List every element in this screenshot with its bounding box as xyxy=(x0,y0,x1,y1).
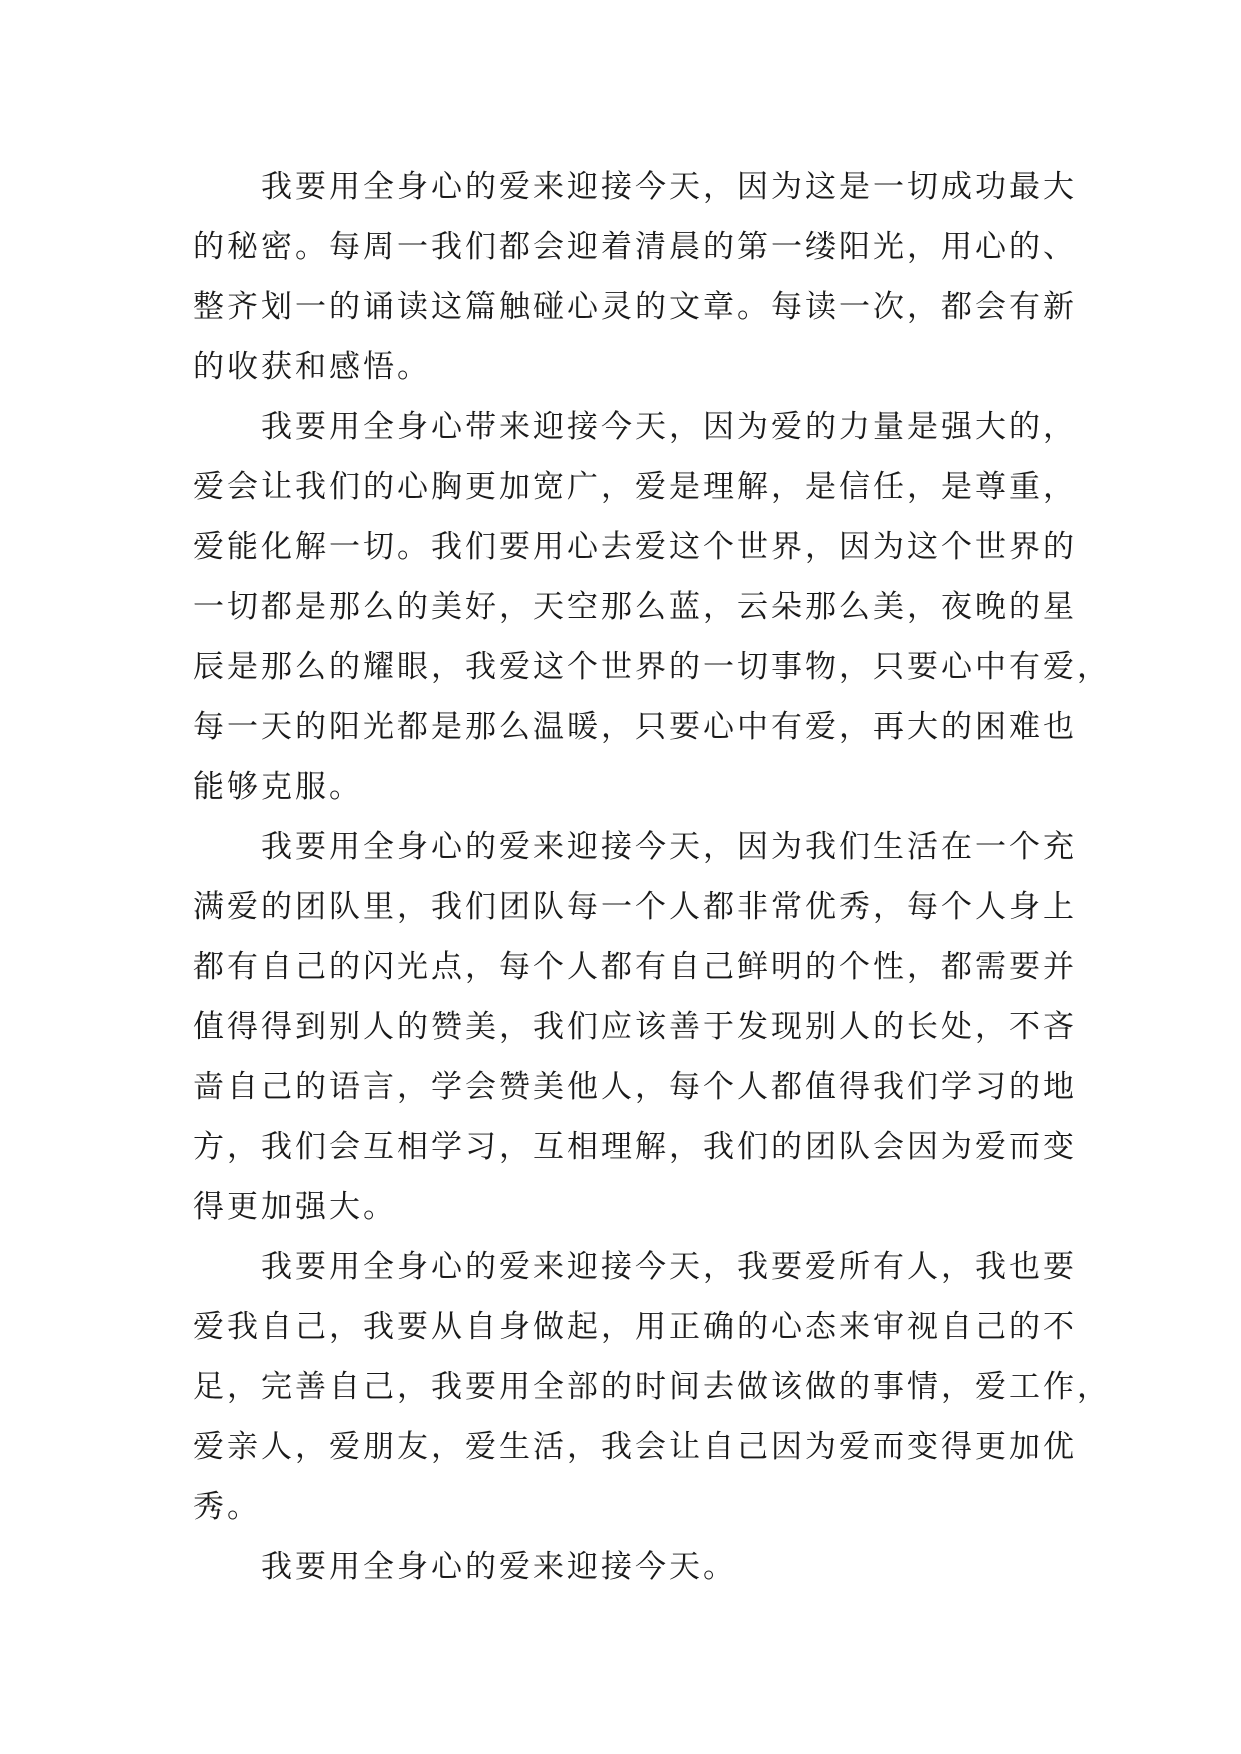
text-line: 方，我们会互相学习，互相理解，我们的团队会因为爱而变 xyxy=(193,1129,1077,1165)
paragraph-2 xyxy=(193,397,1111,817)
paragraph-5 xyxy=(193,1537,1045,1597)
text-line: 都有自己的闪光点，每个人都有自己鲜明的个性，都需要并 xyxy=(193,949,1077,985)
text-line: 足，完善自己，我要用全部的时间去做该做的事情，爱工作， xyxy=(193,1369,1111,1405)
text-line: 秀。 xyxy=(193,1489,261,1525)
paragraph-1 xyxy=(193,157,1077,397)
text-line: 满爱的团队里，我们团队每一个人都非常优秀，每个人身上 xyxy=(193,889,1077,925)
paragraph-3 xyxy=(193,817,1077,1237)
text-line: 我要用全身心的爱来迎接今天，我要爱所有人，我也要 xyxy=(261,1249,1077,1285)
paragraph-4 xyxy=(193,1237,1111,1537)
text-line: 爱能化解一切。我们要用心去爱这个世界，因为这个世界的 xyxy=(193,529,1077,565)
text-line: 得更加强大。 xyxy=(193,1189,397,1225)
document-body xyxy=(193,157,1111,1597)
text-line: 我要用全身心的爱来迎接今天。 xyxy=(261,1549,737,1585)
text-line: 辰是那么的耀眼，我爱这个世界的一切事物，只要心中有爱， xyxy=(193,649,1111,685)
text-line: 我要用全身心带来迎接今天，因为爱的力量是强大的， xyxy=(261,409,1077,445)
text-line: 的收获和感悟。 xyxy=(193,349,431,385)
text-line: 每一天的阳光都是那么温暖，只要心中有爱，再大的困难也 xyxy=(193,709,1077,745)
text-line: 整齐划一的诵读这篇触碰心灵的文章。每读一次，都会有新 xyxy=(193,289,1077,325)
text-line: 爱亲人，爱朋友，爱生活，我会让自己因为爱而变得更加优 xyxy=(193,1429,1077,1465)
text-line: 啬自己的语言，学会赞美他人，每个人都值得我们学习的地 xyxy=(193,1069,1077,1105)
text-line: 能够克服。 xyxy=(193,769,363,805)
text-line: 的秘密。每周一我们都会迎着清晨的第一缕阳光，用心的、 xyxy=(193,229,1077,265)
text-line: 爱会让我们的心胸更加宽广，爱是理解，是信任，是尊重， xyxy=(193,469,1077,505)
text-line: 我要用全身心的爱来迎接今天，因为我们生活在一个充 xyxy=(261,829,1077,865)
text-line: 我要用全身心的爱来迎接今天，因为这是一切成功最大 xyxy=(261,169,1077,205)
text-line: 值得得到别人的赞美，我们应该善于发现别人的长处，不吝 xyxy=(193,1009,1077,1045)
text-line: 爱我自己，我要从自身做起，用正确的心态来审视自己的不 xyxy=(193,1309,1077,1345)
text-line: 一切都是那么的美好，天空那么蓝，云朵那么美，夜晚的星 xyxy=(193,589,1077,625)
